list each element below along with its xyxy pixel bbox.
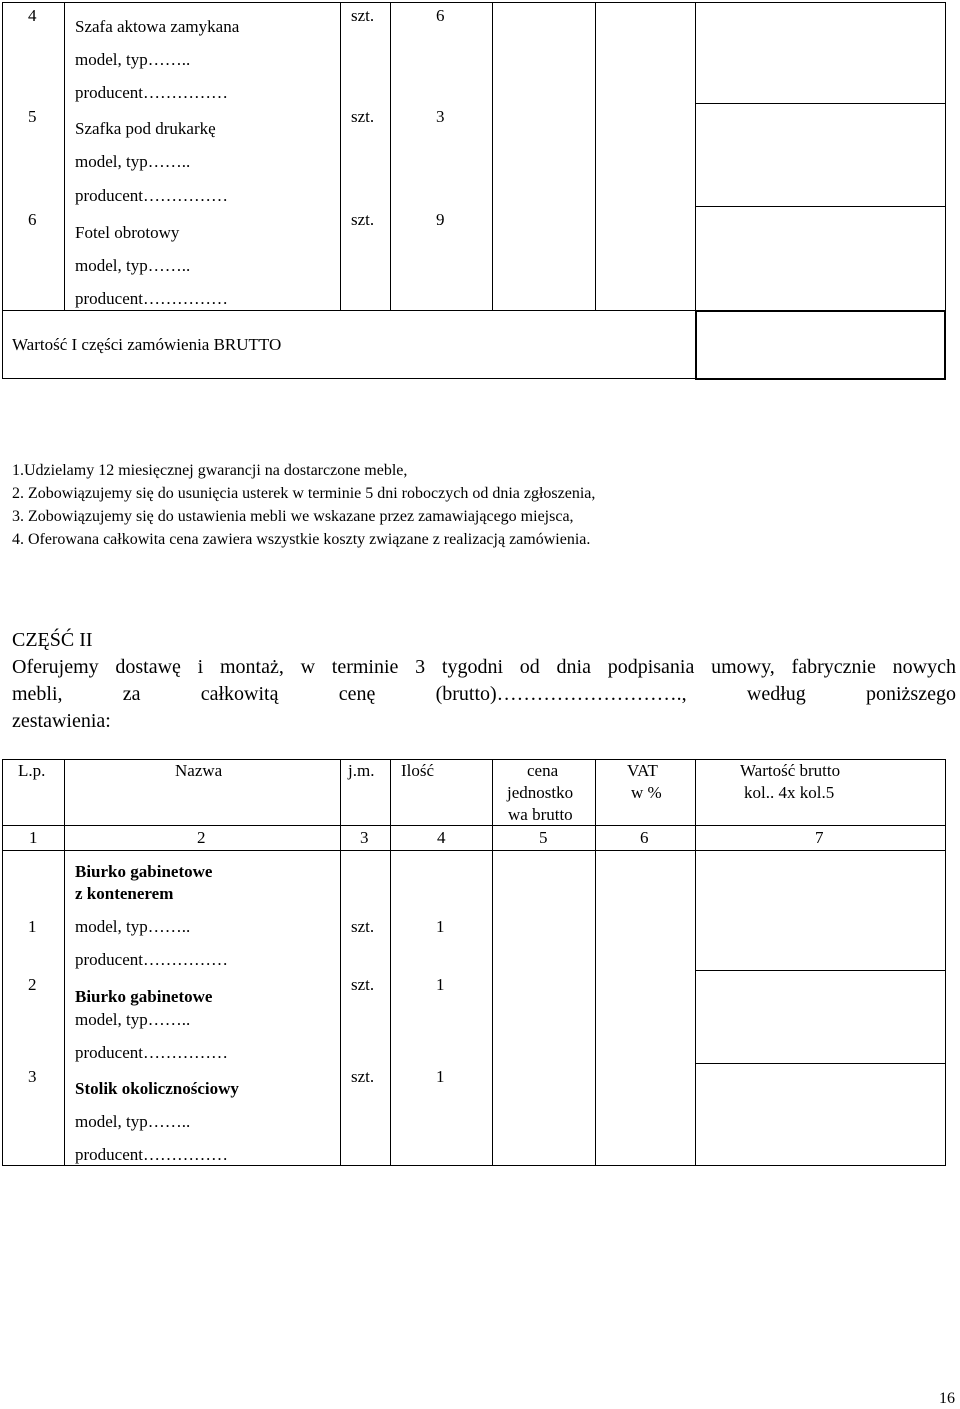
item-unit: szt.	[351, 210, 375, 229]
item-name: Fotel obrotowy	[75, 223, 180, 242]
item-unit: szt.	[351, 6, 375, 25]
header-price: wa brutto	[508, 805, 573, 824]
item-unit: szt.	[351, 975, 375, 994]
colnum: 7	[815, 828, 824, 847]
header-value: Wartość brutto	[740, 761, 841, 780]
item-producer: producent……………	[75, 186, 228, 205]
item-model: model, typ……..	[75, 50, 191, 69]
item-model: model, typ……..	[75, 1112, 191, 1131]
colnum: 3	[360, 828, 369, 847]
item-model: model, typ……..	[75, 256, 191, 275]
item-model: model, typ……..	[75, 152, 191, 171]
item-producer: producent……………	[75, 950, 228, 969]
item-name: Biurko gabinetowe	[75, 987, 213, 1006]
total-value-box[interactable]	[695, 310, 946, 380]
header-lp: L.p.	[18, 761, 46, 780]
item-qty: 1	[436, 1067, 445, 1086]
item-qty: 6	[436, 6, 445, 25]
word: mebli,	[12, 683, 63, 705]
header-qty: Ilość	[401, 761, 435, 780]
colnum: 1	[29, 828, 38, 847]
paragraph-line: Oferujemy dostawę i montaż, w terminie 3 tygodni od dnia podpisania umowy, fabrycznie nowych	[12, 656, 956, 678]
item-producer: producent……………	[75, 1145, 228, 1164]
row-lp: 4	[28, 6, 37, 25]
item-name: Stolik okolicznościowy	[75, 1079, 239, 1098]
item-model: model, typ……..	[75, 1010, 191, 1029]
header-vat: VAT	[627, 761, 658, 780]
item-name: Szafa aktowa zamykana	[75, 17, 240, 36]
header-price: cena	[527, 761, 559, 780]
paragraph-line-2	[12, 681, 956, 708]
item-name: Szafka pod drukarkę	[75, 119, 216, 138]
total-label: Wartość I części zamówienia BRUTTO	[12, 335, 282, 354]
item-producer: producent……………	[75, 1043, 228, 1062]
item-qty: 3	[436, 107, 445, 126]
header-name: Nazwa	[175, 761, 223, 780]
term-item: 4. Oferowana całkowita cena zawiera wszystkie koszty związane z realizacją zamówienia.	[12, 531, 591, 548]
item-unit: szt.	[351, 107, 375, 126]
item-name: Biurko gabinetowe	[75, 862, 213, 881]
part2-paragraph	[12, 654, 956, 735]
item-unit: szt.	[351, 917, 375, 936]
terms-list	[12, 459, 595, 551]
header-value: kol.. 4x kol.5	[744, 783, 835, 802]
item-qty: 9	[436, 210, 445, 229]
colnum: 5	[539, 828, 548, 847]
page-number: 16	[939, 1390, 955, 1407]
colnum: 6	[640, 828, 649, 847]
part2-heading: CZĘŚĆ II	[12, 629, 93, 651]
word: cenę	[338, 683, 376, 705]
word: (brutto)……………………….	[435, 683, 682, 705]
row-lp: 1	[28, 917, 37, 936]
item-qty: 1	[436, 917, 445, 936]
word: według	[746, 683, 806, 705]
item-producer: producent……………	[75, 83, 228, 102]
item-producer: producent……………	[75, 289, 228, 308]
paragraph-line: zestawienia:	[12, 710, 111, 732]
word: ,	[681, 683, 687, 705]
header-price: jednostko	[507, 783, 574, 802]
term-item: 3. Zobowiązujemy się do ustawienia mebli we wskazane przez zamawiającego miejsca,	[12, 508, 574, 525]
word: za	[122, 683, 141, 705]
item-unit: szt.	[351, 1067, 375, 1086]
row-lp: 2	[28, 975, 37, 994]
row-lp: 3	[28, 1067, 37, 1086]
term-item: 1.Udzielamy 12 miesięcznej gwarancji na dostarczone meble,	[12, 462, 408, 479]
term-item: 2. Zobowiązujemy się do usunięcia usterek w terminie 5 dni roboczych od dnia zgłoszenia,	[12, 485, 596, 502]
word: całkowitą	[200, 683, 279, 705]
word: poniższego	[866, 683, 956, 705]
header-unit: j.m.	[348, 761, 375, 780]
item-qty: 1	[436, 975, 445, 994]
colnum: 4	[437, 828, 446, 847]
item-name: z kontenerem	[75, 884, 174, 903]
price-fill-field[interactable]	[436, 681, 687, 708]
colnum: 2	[197, 828, 206, 847]
header-vat: w %	[631, 783, 662, 802]
row-lp: 6	[28, 210, 37, 229]
row-lp: 5	[28, 107, 37, 126]
item-model: model, typ……..	[75, 917, 191, 936]
